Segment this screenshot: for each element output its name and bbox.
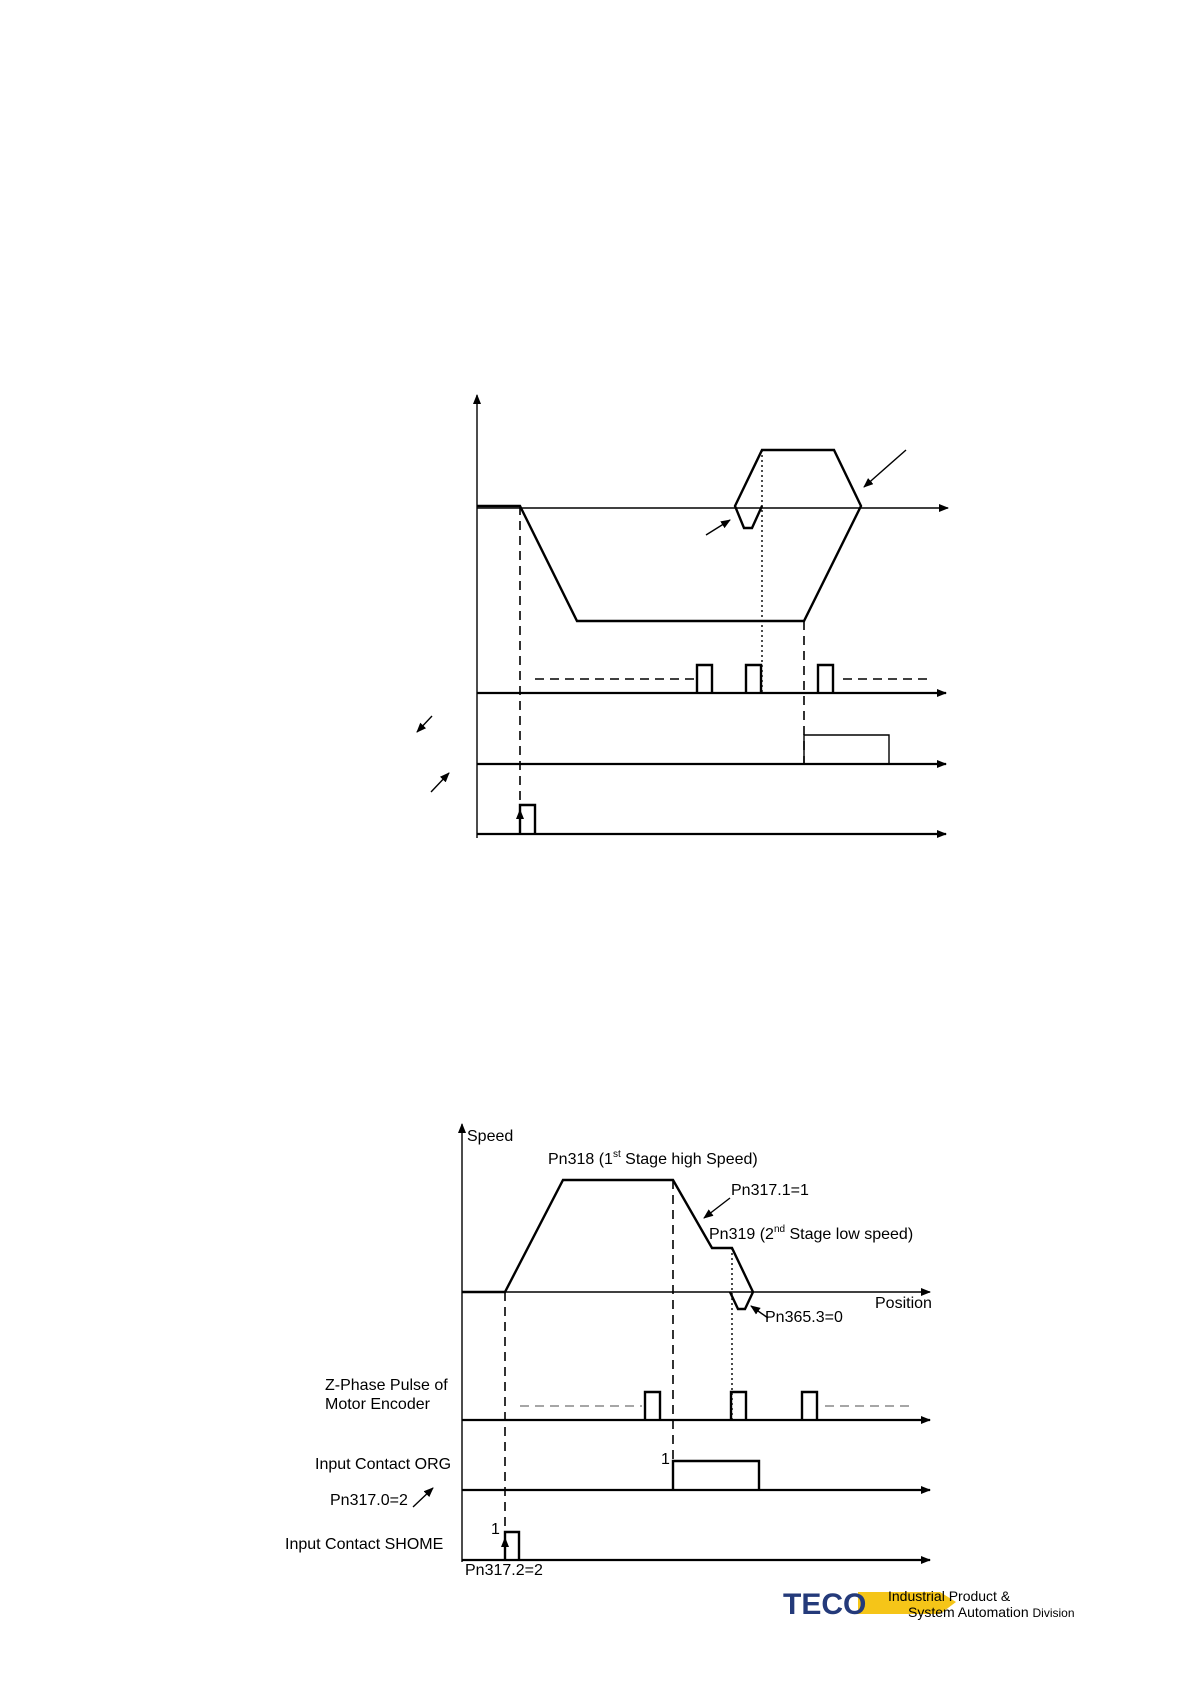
high-speed-label: Pn318 (1st Stage high Speed) xyxy=(548,1149,758,1168)
shome-pulse xyxy=(505,1532,519,1560)
org-label: Input Contact ORG xyxy=(315,1456,452,1473)
low-speed-label: Pn319 (2nd Stage low speed) xyxy=(709,1224,914,1243)
z-phase-label-1: Z-Phase Pulse of xyxy=(325,1377,448,1394)
position-axis-label: Position xyxy=(875,1295,932,1312)
pn317-2-label: Pn317.2=2 xyxy=(465,1562,543,1579)
shome-level: 1 xyxy=(491,1521,500,1538)
pn317-1-label: Pn317.1=1 xyxy=(731,1182,809,1199)
pn317-0-arrow xyxy=(413,1488,433,1507)
teco-logo xyxy=(783,1588,1075,1621)
brand-text: TECO xyxy=(783,1588,867,1621)
pn365-3-label: Pn365.3=0 xyxy=(765,1309,843,1326)
z-pulse-3 xyxy=(802,1392,817,1420)
speed-profile xyxy=(462,1180,753,1309)
org-level: 1 xyxy=(661,1451,670,1468)
pn317-1-arrow xyxy=(704,1198,730,1218)
z-pulse-2 xyxy=(731,1392,746,1420)
speed-axis-label: Speed xyxy=(467,1128,514,1145)
org-pulse xyxy=(673,1461,759,1490)
division-line-1: Industrial Product & xyxy=(888,1588,1011,1604)
shome-label: Input Contact SHOME xyxy=(285,1536,444,1553)
pn317-0-label: Pn317.0=2 xyxy=(330,1492,408,1509)
z-phase-label-2: Motor Encoder xyxy=(325,1396,430,1413)
division-line-2: System Automation Division xyxy=(908,1604,1075,1620)
z-pulse-1 xyxy=(645,1392,660,1420)
